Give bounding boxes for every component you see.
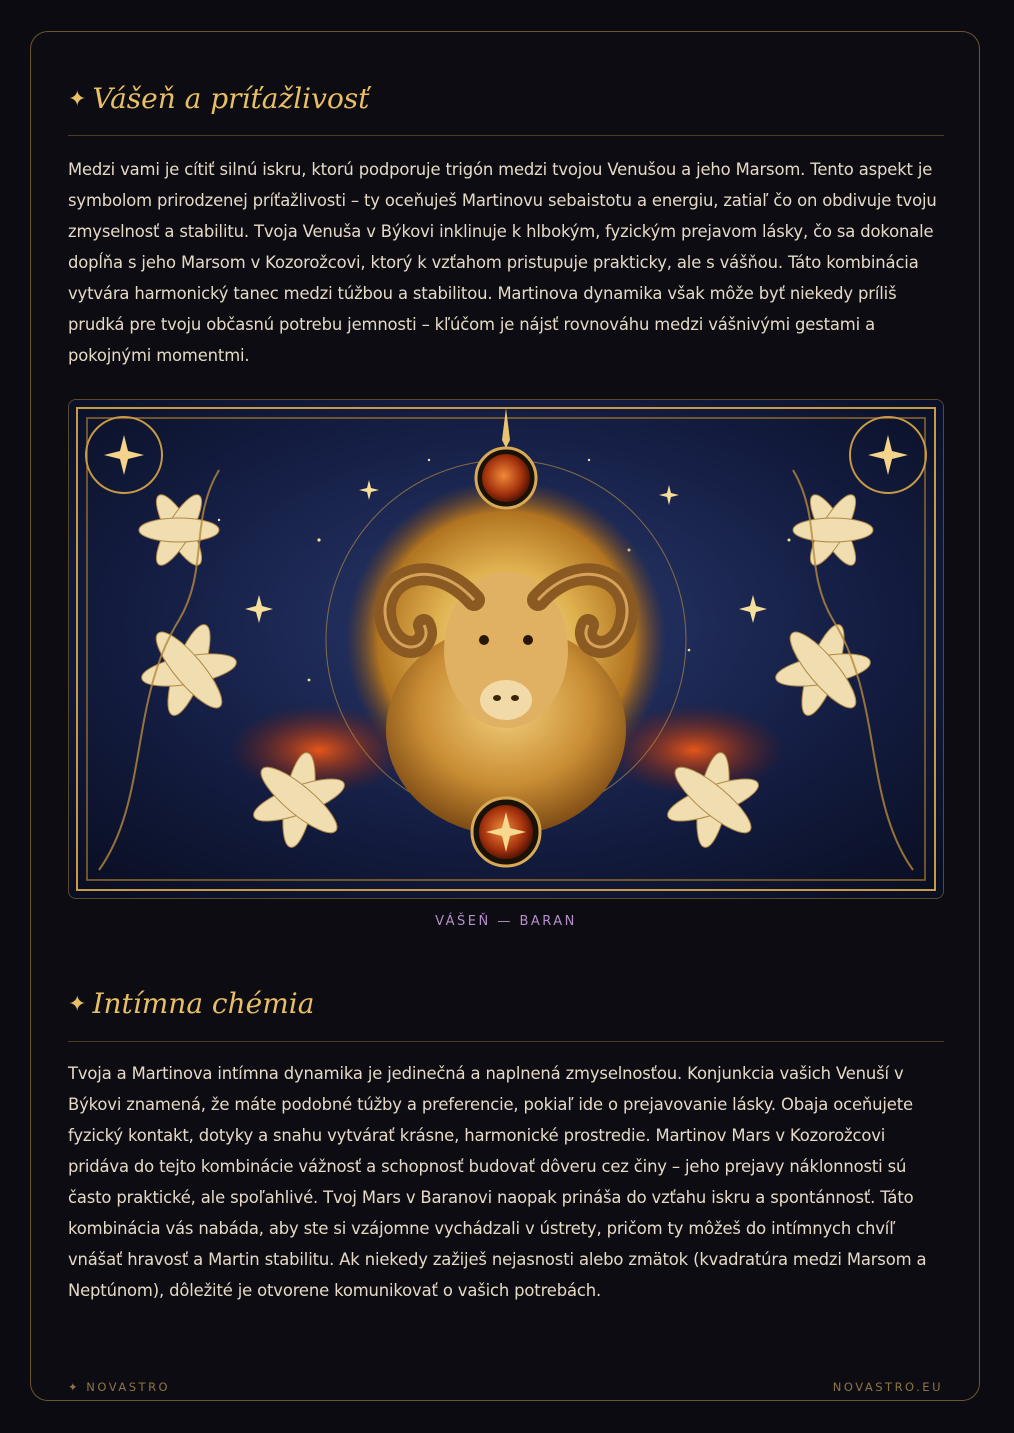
section-title-passion: [68, 82, 369, 115]
section-title-text: Vášeň a príťažlivosť: [92, 82, 370, 115]
star-icon: ✦: [68, 992, 87, 1017]
section-divider: [68, 1041, 944, 1042]
section-title-intimacy: [68, 987, 314, 1020]
page-frame: [30, 31, 980, 1401]
star-icon: ✦: [68, 87, 87, 112]
illustration-caption: VÁŠEŇ — BARAN: [435, 914, 577, 929]
section-body-intimacy: Tvoja a Martinova intímna dynamika je jedinečná a naplnená zmyselnosťou. Konjunkcia vašich Venuší v Býkovi znamená, že máte podobné túžby a preferencie, pokiaľ ide o prejavovanie lásky. Obaja oceňujete fyzický kontakt, dotyky a snahu vytvárať krásne, harmonické prostredie. Martinov Mars v Kozorožcovi pridáva do tejto kombinácie vážnosť a schopnosť budovať dôveru cez činy – jeho prejavy náklonnosti sú často praktické, ale spoľahlivé. Tvoj Mars v Baranovi naopak prináša do vzťahu iskru a spontánnosť. Táto kombinácia vás nabáda, aby ste si vzájomne vychádzali v ústrety, pričom ty môžeš do intímnych chvíľ vnášať hravosť a Martin stabilitu. Ak niekedy zažiješ nejasnosti alebo zmätok (kvadratúra medzi Marsom a Neptúnom), dôležité je otvorene komunikovať o vašich potrebách.: [68, 1064, 927, 1300]
footer-brand: ✦ NOVASTRO: [68, 1380, 171, 1394]
section-divider: [68, 135, 944, 136]
footer-site-link[interactable]: NOVASTRO.EU: [832, 1380, 943, 1394]
ram-illustration: [68, 399, 944, 899]
section-title-text: Intímna chémia: [92, 987, 315, 1020]
section-body-passion: Medzi vami je cítiť silnú iskru, ktorú podporuje trigón medzi tvojou Venušou a jeho Marsom. Tento aspekt je symbolom prirodzenej príťažlivosti – ty oceňuješ Martinovu sebaistotu a energiu, zatiaľ čo on obdivuje tvoju zmyselnosť a stabilitu. Tvoja Venuša v Býkovi inklinuje k hlbokým, fyzickým prejavom lásky, čo sa dokonale dopĺňa s jeho Marsom v Kozorožcovi, ktorý k vzťahom pristupuje prakticky, ale s vášňou. Táto kombinácia vytvára harmonický tanec medzi túžbou a stabilitou. Martinova dynamika však môže byť niekedy príliš prudká pre tvoju občasnú potrebu jemnosti – kľúčom je nájsť rovnováhu medzi vášnivými gestami a pokojnými momentmi.: [68, 160, 937, 365]
